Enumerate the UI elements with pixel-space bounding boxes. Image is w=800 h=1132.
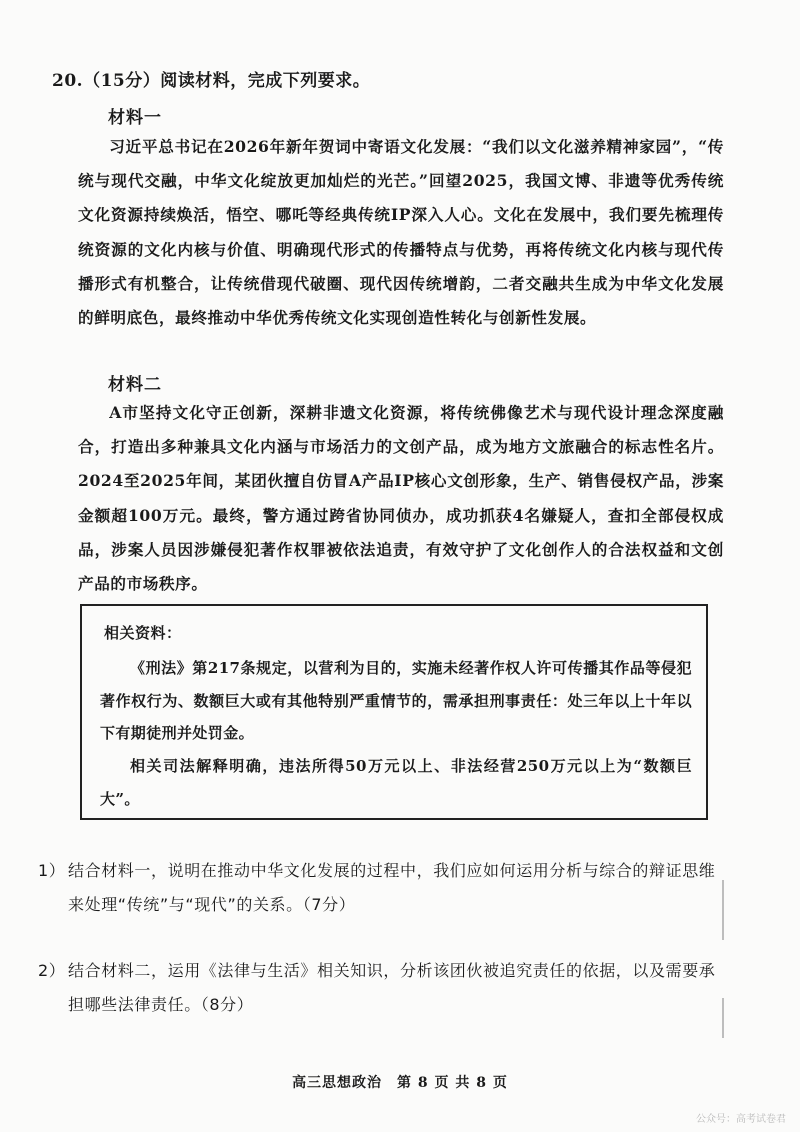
material1-title: 材料一 [108,108,162,128]
material2-title: 材料二 [108,375,162,395]
page-footer: 高三思想政治 第 8 页 共 8 页 [292,1075,508,1091]
scan-artifact-line [722,998,724,1038]
question-header: 20.（15分）阅读材料，完成下列要求。 [52,71,371,91]
scan-artifact-line [722,880,724,940]
sub-question-1-number: 1） [38,861,66,880]
sub-question-2-text: 结合材料二，运用《法律与生活》相关知识，分析该团伙被追究责任的依据，以及需要承担哪些法律责任。（8分） [68,961,716,1014]
material1-text: 习近平总书记在2026年新年贺词中寄语文化发展：“我们以文化滋养精神家园”，“传统与现代交融，中华文化绽放更加灿烂的光芒。”回望2025，我国文博、非遗等优秀传统文化资源持续焕活，悟空、哪吒等经典传统IP深入人心。文化在发展中，我们要先梳理传统资源的文化内核与价值、明确现代形式的传播特点与优势，再将传统文化内核与现代传播形式有机整合，让传统借现代破圈、现代因传统增韵，二者交融共生成为中华文化发展的鲜明底色，最终推动中华优秀传统文化实现创造性转化与创新性发展。 [78,137,724,328]
material2-text: A市坚持文化守正创新，深耕非遗文化资源，将传统佛像艺术与现代设计理念深度融合，打造出多种兼具文化内涵与市场活力的文创产品，成为地方文旅融合的标志性名片。2024至2025年间，某团伙擅自仿冒A产品IP核心文创形象，生产、销售侵权产品，涉案金额超100万元。最终，警方通过跨省协同侦办，成功抓获4名嫌疑人，查扣全部侵权成品，涉案人员因涉嫌侵犯著作权罪被依法追责，有效守护了文化创作人的合法权益和文创产品的市场秩序。 [78,403,724,594]
sub-question-1 [38,854,718,922]
sub-question-2-number: 2） [38,961,66,980]
related-materials-law: 《刑法》第217条规定，以营利为目的，实施未经著作权人许可传播其作品等侵犯著作权行为、数额巨大或有其他特别严重情节的，需承担刑事责任：处三年以上十年以下有期徒刑并处罚金。 [100,659,692,742]
related-materials-box [80,604,708,820]
watermark: 公众号：高考试卷君 [696,1114,786,1125]
sub-question-2 [38,954,718,1022]
related-materials-interpretation: 相关司法解释明确，违法所得50万元以上、非法经营250万元以上为“数额巨大”。 [100,757,692,808]
related-materials-title: 相关资料： [104,624,182,642]
sub-question-1-text: 结合材料一，说明在推动中华文化发展的过程中，我们应如何运用分析与综合的辩证思维来处理“传统”与“现代”的关系。（7分） [68,861,716,914]
